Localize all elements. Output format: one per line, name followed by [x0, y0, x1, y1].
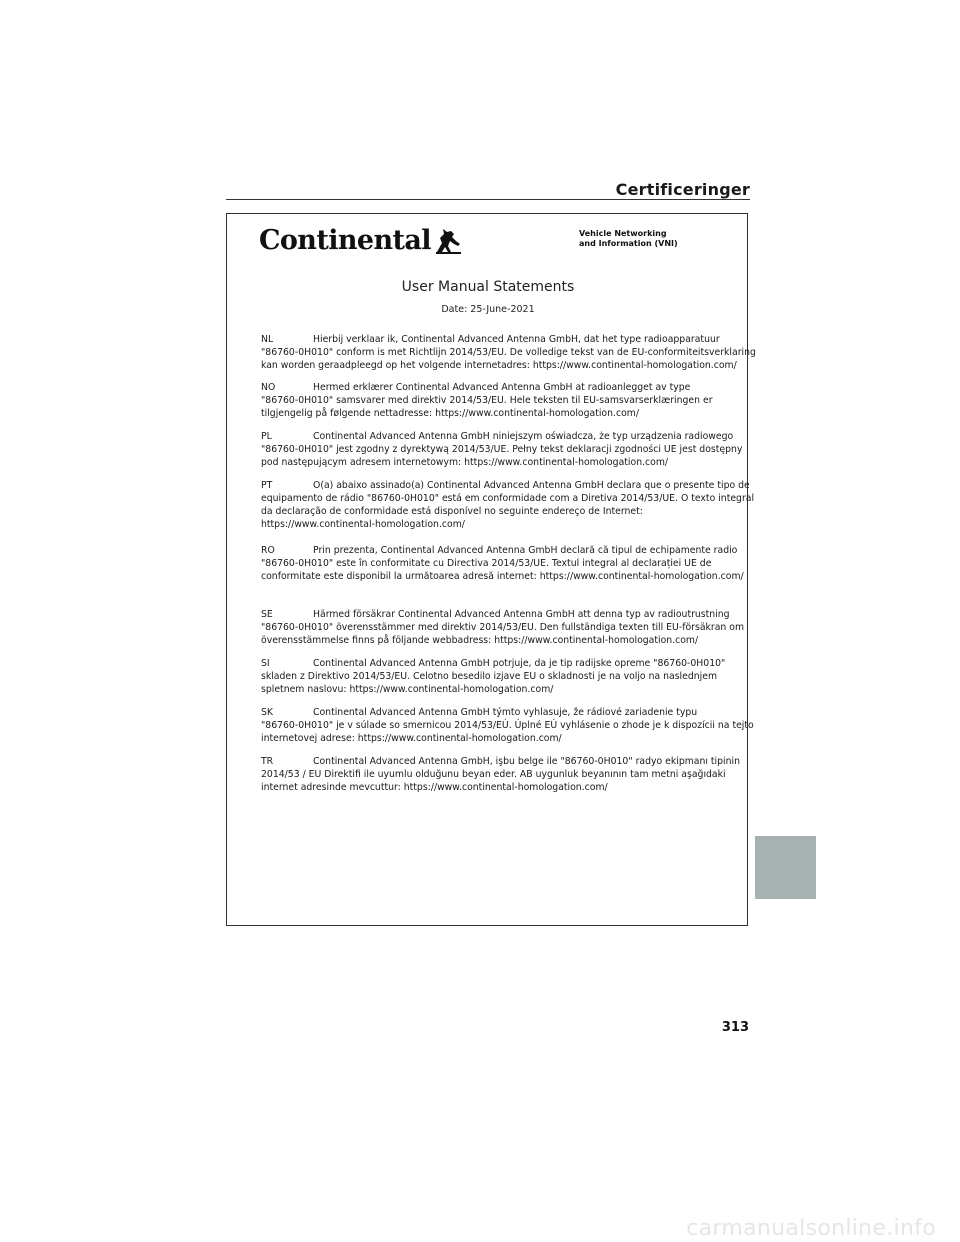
statement-code: NL [261, 334, 274, 345]
statement-line: Continental Advanced Antenna GmbH týmto vyhlasuje, že rádiové zariadenie typu [313, 707, 698, 718]
statement-line: Hierbij verklaar ik, Continental Advanced Antenna GmbH, dat het type radioapparatuur [313, 334, 720, 345]
statement-code: TR [261, 756, 274, 767]
continental-logo [259, 222, 463, 258]
statement-code: RO [261, 545, 275, 556]
statement-line: Härmed försäkrar Continental Advanced Antenna GmbH att denna typ av radioutrustning [313, 609, 730, 620]
statement-line: "86760-0H010" este în conformitate cu Directiva 2014/53/UE. Textul integral al declarației UE de [261, 558, 712, 570]
statement-line: "86760-0H010" je v súlade so smernicou 2014/53/EÚ. Úplné EÚ vyhlásenie o zhode je k dispozícii na tejto [261, 720, 754, 732]
chapter-side-tab [755, 836, 816, 899]
statement-no [261, 381, 727, 420]
statement-line: överensstämmelse finns på följande webbadress: https://www.continental-homologation.com/ [261, 635, 699, 647]
statement-line: "86760-0H010" conform is met Richtlijn 2014/53/EU. De volledige tekst van de EU-conformiteitsverklaring [261, 347, 756, 359]
statement-line: conformitate este disponibil la următoarea adresă internet: https://www.continental-homologation.com/ [261, 571, 744, 583]
statement-line: Continental Advanced Antenna GmbH potrjuje, da je tip radijske opreme "86760-0H010" [313, 658, 726, 669]
statement-line: pod następującym adresem internetowym: https://www.continental-homologation.com/ [261, 457, 669, 469]
watermark: carmanualsonline.info [686, 1216, 936, 1241]
statement-code: PT [261, 480, 273, 491]
statement-line: O(a) abaixo assinado(a) Continental Advanced Antenna GmbH declara que o presente tipo de [313, 480, 750, 491]
statement-line: kan worden geraadpleegd op het volgende internetadres: https://www.continental-homologation.com/ [261, 360, 737, 372]
statement-line: https://www.continental-homologation.com/ [261, 519, 465, 531]
statement-line: 2014/53 / EU Direktifi ile uyumlu olduğunu beyan eder. AB uygunluk beyanının tam metni aşağıdaki [261, 769, 726, 781]
statement-se [261, 608, 745, 647]
logo-wordmark: Continental [259, 224, 431, 256]
statement-line: Continental Advanced Antenna GmbH niniejszym oświadcza, że typ urządzenia radiowego [313, 431, 734, 442]
statement-code: SK [261, 707, 273, 718]
statement-line: equipamento de rádio "86760-0H010" está em conformidade com a Diretiva 2014/53/UE. O texto integral [261, 493, 755, 505]
statement-line: Continental Advanced Antenna GmbH, işbu belge ile "86760-0H010" radyo ekipmanı tipinin [313, 756, 740, 767]
statement-pt [261, 479, 755, 531]
document-title: User Manual Statements [401, 279, 575, 295]
statement-nl [261, 333, 756, 372]
statement-tr [261, 755, 740, 794]
statement-line: Hermed erklærer Continental Advanced Antenna GmbH at radioanlegget av type [313, 382, 691, 393]
title-rule [226, 199, 750, 200]
statement-line: tilgjengelig på følgende nettadresse: https://www.continental-homologation.com/ [261, 408, 639, 420]
statement-line: internet adresinde mevcuttur: https://www.continental-homologation.com/ [261, 782, 608, 794]
horse-icon [433, 225, 463, 255]
statement-code: PL [261, 431, 272, 442]
statement-code: SI [261, 658, 270, 669]
division-label [579, 229, 678, 249]
statement-sk [261, 706, 754, 745]
division-line-2: and Information (VNI) [579, 239, 678, 248]
statement-ro [261, 544, 744, 583]
statement-code: NO [261, 382, 276, 393]
statement-line: Prin prezenta, Continental Advanced Antenna GmbH declară că tipul de echipamente radio [313, 545, 738, 556]
statement-si [261, 657, 727, 696]
statement-line: internetovej adrese: https://www.continental-homologation.com/ [261, 733, 562, 745]
document-date: Date: 25-June-2021 [441, 304, 535, 315]
section-title: Certificeringer [615, 180, 750, 199]
statement-code: SE [261, 609, 273, 620]
statement-line: "86760-0H010" överensstämmer med direktiv 2014/53/EU. Den fullständiga texten till EU-försäkran om [261, 622, 745, 634]
statement-line: "86760-0H010" jest zgodny z dyrektywą 2014/53/UE. Pełny tekst deklaracji zgodności UE jest dostępny [261, 444, 743, 456]
statement-line: da declaração de conformidade está disponível no seguinte endereço de Internet: [261, 506, 643, 518]
division-line-1: Vehicle Networking [579, 229, 667, 238]
statement-line: skladen z Direktivo 2014/53/EU. Celotno besedilo izjave EU o skladnosti je na voljo na naslednjem [261, 671, 717, 683]
page-number: 313 [721, 1020, 749, 1035]
statement-pl [261, 430, 743, 469]
statement-line: "86760-0H010" samsvarer med direktiv 2014/53/EU. Hele teksten til EU-samsvarserklæringen er [261, 395, 713, 407]
statement-line: spletnem naslovu: https://www.continental-homologation.com/ [261, 684, 554, 696]
